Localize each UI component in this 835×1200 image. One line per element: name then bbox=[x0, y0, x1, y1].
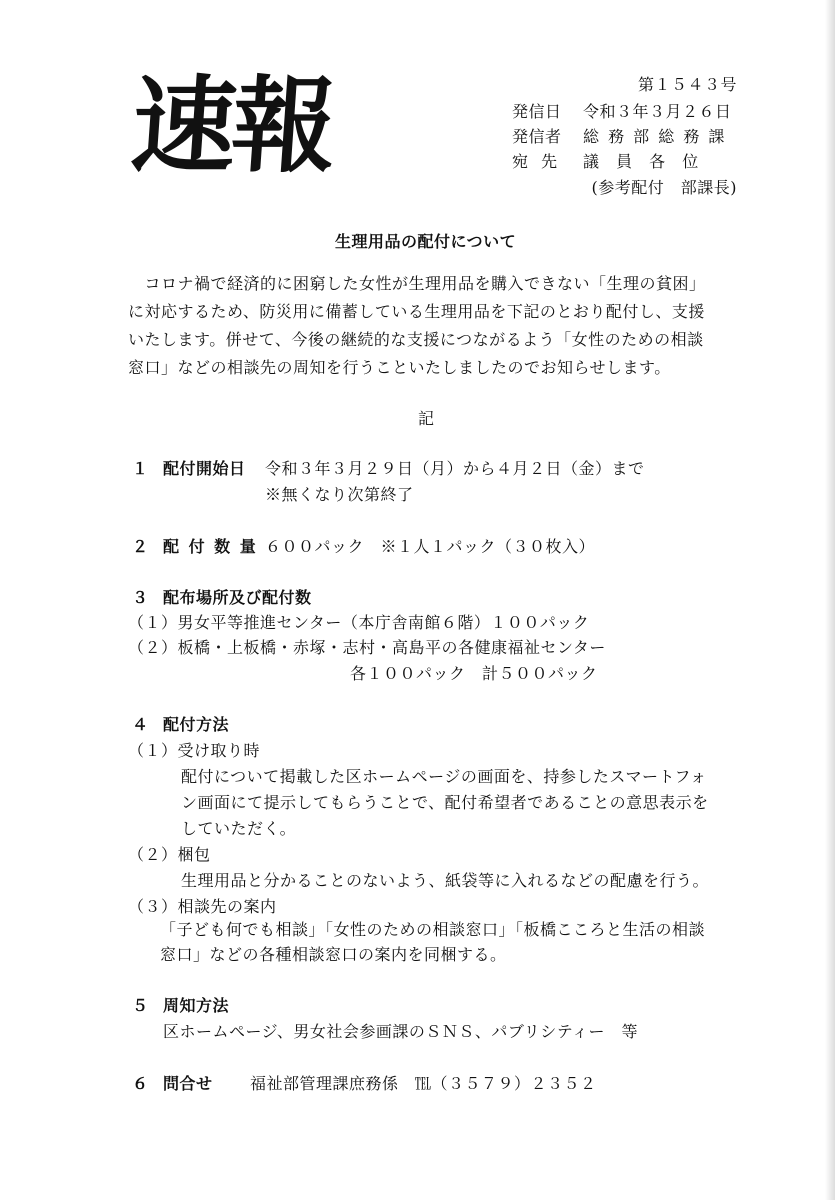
section-2-heading: 配 付 数 量 bbox=[163, 537, 258, 556]
intro-line-3: いたします。併せて、今後の継続的な支援につながるよう「女性のための相談 bbox=[128, 330, 704, 349]
section-1-dates: 令和３年３月２９日（月）から４月２日（金）まで bbox=[265, 459, 645, 478]
recipient-value: 議 員 各 位 bbox=[583, 152, 705, 171]
section-5-text: 区ホームページ、男女社会参画課のＳＮＳ、パブリシティー 等 bbox=[163, 1022, 638, 1041]
document-title: 生理用品の配付について bbox=[335, 232, 517, 251]
section-4-number: ４ bbox=[132, 715, 149, 734]
section-3-number: ３ bbox=[132, 588, 149, 607]
intro-line-4: 窓口」などの相談先の周知を行うこといたしましたのでお知らせします。 bbox=[128, 358, 671, 377]
section-4-sub-3-line-1: 「子ども何でも相談」「女性のための相談窓口」「板橋こころと生活の相談 bbox=[160, 920, 706, 939]
recipient-label: 宛 先 bbox=[512, 152, 562, 171]
section-1-note: ※無くなり次第終了 bbox=[265, 485, 414, 504]
intro-line-1: コロナ禍で経済的に困窮した女性が生理用品を購入できない「生理の貧困」 bbox=[128, 274, 706, 293]
section-6-heading: 問合せ bbox=[163, 1074, 213, 1093]
section-5-number: ５ bbox=[132, 996, 149, 1015]
section-6-contact: 福祉部管理課庶務係 ℡（３５７９）２３５２ bbox=[250, 1074, 597, 1093]
section-4-sub-1-line-3: していただく。 bbox=[181, 819, 297, 838]
date-label: 発信日 bbox=[512, 102, 562, 121]
document-number: 第１５４３号 bbox=[637, 75, 737, 94]
sokuhou-logo: 速報 bbox=[127, 64, 337, 187]
date-value: 令和３年３月２６日 bbox=[583, 102, 732, 121]
section-3-item-1: （１）男女平等推進センター（本庁舎南館６階）１００パック bbox=[128, 613, 590, 632]
section-1-heading: 配付開始日 bbox=[163, 459, 246, 478]
section-2-number: ２ bbox=[132, 537, 149, 556]
section-3-heading: 配布場所及び配付数 bbox=[163, 588, 312, 607]
section-2-quantity: ６００パック ※１人１パック（３０枚入） bbox=[265, 537, 596, 556]
page-edge-shadow bbox=[825, 0, 835, 1200]
section-1-number: １ bbox=[132, 459, 149, 478]
section-6-number: ６ bbox=[132, 1074, 149, 1093]
section-4-sub-3-line-2: 窓口」などの各種相談窓口の案内を同梱する。 bbox=[160, 945, 507, 964]
section-4-sub-2-title: （２）梱包 bbox=[128, 845, 211, 864]
ki-marker: 記 bbox=[418, 409, 435, 428]
section-4-sub-1-title: （１）受け取り時 bbox=[128, 741, 261, 760]
section-4-heading: 配付方法 bbox=[163, 715, 230, 734]
section-4-sub-1-line-2: ン画面にて提示してもらうことで、配付希望者であることの意思表示を bbox=[181, 793, 709, 812]
cc-note: (参考配付 部課長) bbox=[591, 178, 737, 197]
section-4-sub-1-line-1: 配付について掲載した区ホームページの画面を、持参したスマートフォ bbox=[181, 767, 707, 786]
section-5-heading: 周知方法 bbox=[163, 996, 230, 1015]
section-4-sub-2-text: 生理用品と分かることのないよう、紙袋等に入れるなどの配慮を行う。 bbox=[181, 871, 710, 890]
intro-line-2: に対応するため、防災用に備蓄している生理用品を下記のとおり配付し、支援 bbox=[128, 302, 705, 321]
section-3-item-2: （２）板橋・上板橋・赤塚・志村・高島平の各健康福祉センター bbox=[128, 638, 606, 657]
section-4-sub-3-title: （３）相談先の案内 bbox=[128, 897, 277, 916]
sender-value: 総 務 部 総 務 課 bbox=[583, 127, 727, 146]
sender-label: 発信者 bbox=[512, 127, 562, 146]
section-3-item-2-count: 各１００パック 計５００パック bbox=[350, 664, 598, 683]
